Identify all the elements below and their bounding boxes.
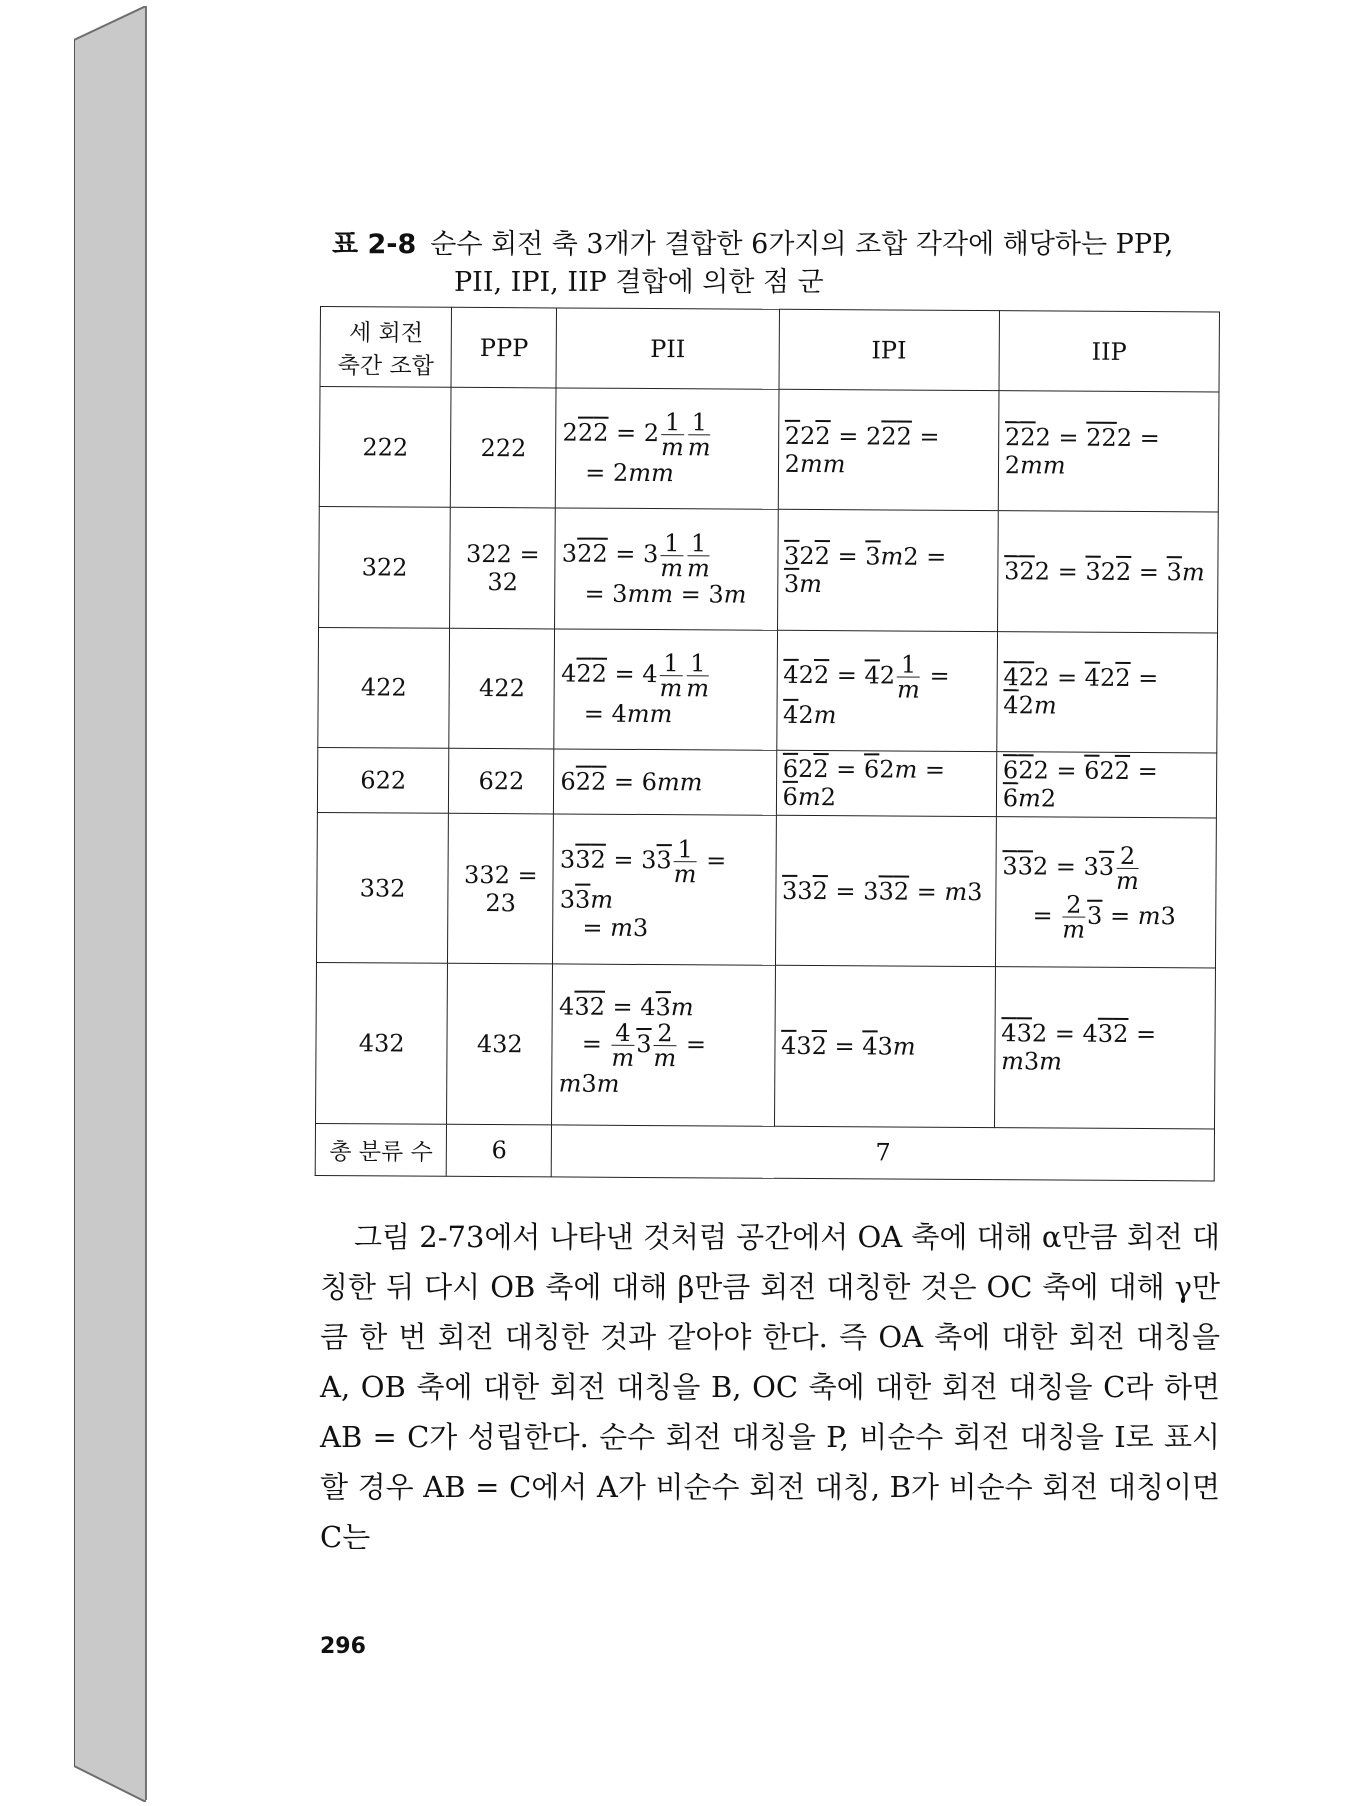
formula-ipi-222: 222 = 222 = 2mm xyxy=(778,389,999,511)
formula-ipi-622: 622 = 62m = 6m2 xyxy=(776,750,997,816)
row-ppp: 332 = 23 xyxy=(448,813,554,964)
formula-ipi-332: 332 = 332 = m3 xyxy=(775,815,996,967)
table-row xyxy=(316,813,1216,969)
row-combo: 332 xyxy=(316,813,448,964)
formula-iip-432: 432 = 432 = m3m xyxy=(994,967,1215,1129)
formula-ipi-432: 432 = 43m xyxy=(774,966,995,1128)
row-combo: 432 xyxy=(316,963,448,1124)
row-combo: 322 xyxy=(319,507,451,628)
header-combo-line2: 축간 조합 xyxy=(337,352,434,380)
table-header-row xyxy=(320,307,1219,393)
table-caption xyxy=(332,226,1232,302)
row-ppp: 622 xyxy=(449,748,554,814)
formula-pii-322: 322 = 3 $\frac{1}{m}$ $\frac{1}{m}$ = 3mm = 3m xyxy=(555,508,778,630)
row-ppp: 432 xyxy=(447,964,553,1125)
header-ipi: IPI xyxy=(779,309,1000,391)
page-number: 296 xyxy=(320,1634,366,1659)
row-combo: 622 xyxy=(317,747,449,813)
header-combo-line1: 세 회전 xyxy=(348,319,424,347)
table-row xyxy=(318,627,1218,753)
table-row xyxy=(317,747,1216,818)
formula-iip-222: 222 = 222 = 2mm xyxy=(998,391,1219,513)
caption-label: 표 2-8 xyxy=(332,229,417,260)
header-combo xyxy=(320,307,452,388)
formula-ipi-422: 422 = 42 $\frac{1}{m}$ = 42m xyxy=(776,630,997,752)
total-ppp: 6 xyxy=(446,1124,551,1177)
row-ppp: 222 xyxy=(451,387,557,508)
header-pii: PII xyxy=(556,308,779,390)
table-row xyxy=(319,507,1219,633)
caption-line-2: PII, IPI, IIP 결합에 의한 점 군 xyxy=(454,267,824,298)
formula-pii-622: 622 = 6mm xyxy=(554,749,777,815)
total-label: 총 분류 수 xyxy=(315,1123,447,1176)
formula-iip-422: 422 = 422 = 42m xyxy=(997,631,1218,753)
formula-ipi-322: 322 = 3m2 = 3m xyxy=(777,510,998,632)
table-row xyxy=(319,387,1219,513)
caption-line-1: 순수 회전 축 3개가 결합한 6가지의 조합 각각에 해당하는 PPP, xyxy=(430,229,1174,260)
formula-iip-622: 622 = 622 = 6m2 xyxy=(996,752,1217,818)
formula-pii-222: 222 = 2 $\frac{1}{m}$ $\frac{1}{m}$ = 2mm xyxy=(556,388,779,510)
table-total-row xyxy=(315,1123,1214,1181)
formula-iip-322: 322 = 322 = 3m xyxy=(997,511,1218,633)
body-paragraph: 그림 2-73에서 나타낸 것처럼 공간에서 OA 축에 대해 α만큼 회전 대칭한 뒤 다시 OB 축에 대해 β만큼 회전 대칭한 것은 OC 축에 대해 γ만큼 한 번 회전 대칭한 것과 같아야 한다. 즉 OA 축에 대한 회전 대칭을 A, OB 축에 대한 회전 대칭을 B, OC 축에 대한 회전 대칭을 C라 하면 AB = C가 성립한다. 순수 회전 대칭을 P, 비순수 회전 대칭을 I로 표시할 경우 AB = C에서 A가 비순수 회전 대칭, B가 비순수 회전 대칭이면 C는 xyxy=(320,1220,1220,1554)
book-spine xyxy=(74,6,146,1802)
formula-pii-332: 332 = 33 $\frac{1}{m}$ = 33m = m3 xyxy=(553,814,776,966)
row-ppp: 422 xyxy=(449,628,555,749)
point-group-table xyxy=(315,306,1220,1181)
header-ppp: PPP xyxy=(451,307,557,388)
total-others: 7 xyxy=(552,1125,1215,1181)
row-combo: 222 xyxy=(319,387,451,508)
formula-pii-422: 422 = 4 $\frac{1}{m}$ $\frac{1}{m}$ = 4mm xyxy=(554,629,777,751)
formula-iip-332: 332 = 33 $\frac{2}{m}$ = $\frac{2}{m}$ 3 = m3 xyxy=(995,817,1216,969)
formula-pii-432: 432 = 43m = $\frac{4}{m}$ 3 $\frac{2}{m}$ = m3m xyxy=(552,964,775,1126)
row-combo: 422 xyxy=(318,627,450,748)
table-row xyxy=(316,963,1216,1129)
header-iip: IIP xyxy=(999,311,1220,393)
row-ppp: 322 = 32 xyxy=(450,508,556,629)
